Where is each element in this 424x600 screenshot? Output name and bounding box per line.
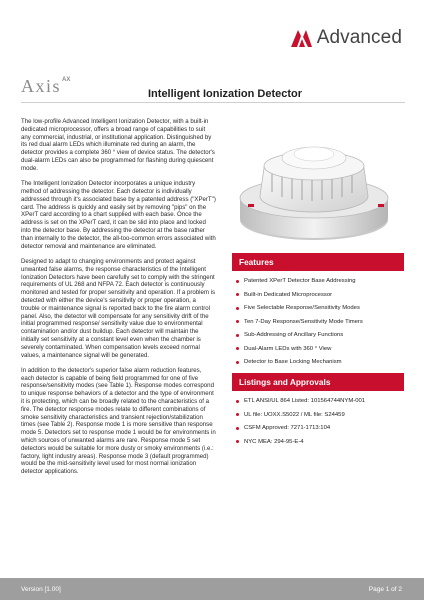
- advanced-logo-icon: [289, 28, 313, 48]
- bullet-icon: [236, 427, 239, 430]
- bullet-icon: [236, 307, 239, 310]
- list-item: [232, 422, 404, 436]
- listing-text: UL file: UOXX.S5022 / ML file: S24459: [244, 411, 345, 418]
- feature-text: Built-in Dedicated Microprocessor: [244, 291, 333, 298]
- body-paragraph-3: Designed to adapt to changing environments and protect against unwanted false alarms, the response characteristics of the Intelligent Ionization Detectors have been carefully set to comply with the stringent requirements of UL 268 and NFPA 72. Each detector is continuously monitored and tested for proper sensitivity and operation. If a problem is detected with either the device's sensitivity or proper operation, a trouble or maintenance signal is reported back to the fire alarm control panel. Also, the detector will compensate for any sensitivity drift of the initial programmed response/ sensitivity value due to environmental contamination and/or dust buildup. Each detector will maintain the initially set sensitivity at a constant level even when the chamber is severely contaminated. When compensation levels exceed normal values, a maintenance signal will be generated.: [21, 257, 216, 359]
- body-paragraph-2: The Intelligent Ionization Detector incorporates a unique industry method of addressing the detector. Each detector is individually addressed through it's associated base by a patented address ("XPerT") card. The address is quickly and easily set by removing "pips" on the XPerT card according to a chart supplied with each base. Once the address is set on the XPerT card, it can be slid into place and locked into the detector base. By addressing the detector at the base rather than internally to the detector, the all-too-common errors associated with detector removal and maintenance are eliminated.: [21, 180, 216, 250]
- feature-text: Five Selectable Response/Sensitivity Modes: [244, 305, 360, 311]
- body-paragraph-4: In addition to the detector's superior false alarm reduction features, each detector is capable of being field programmed for one of five response/sensitivity modes (see Table 1). Response modes correspond to unique response behaviors of a detector and the type of environment it is protecting, which can be broadly related to the characteristics of a fire. The detector response modes relate to different combinations of smoke sensitivity characteristics and transient rejection/stabilization times (see Table 2). Response mode 1 is more sensitive than response mode 5. Detectors set to response mode 1 would be for environments in which sources of unwanted alarms are rare. Response mode 5 set detectors would be suitable for more dusty or smoky environments (i.e.: factory, light industry areas). Response mode 3 (default programmed) would be the mid-sensitivity level used for most normal ionization detector applications.: [21, 366, 216, 476]
- features-list: [232, 271, 404, 383]
- list-item: [232, 289, 404, 303]
- page-title: Intelligent Ionization Detector: [148, 88, 303, 100]
- list-item: [232, 436, 404, 450]
- bullet-icon: [236, 361, 239, 364]
- feature-text: Sub-Addressing of Ancillary Functions: [244, 332, 344, 338]
- bullet-icon: [236, 440, 239, 443]
- listings-heading: Listings and Approvals: [232, 373, 404, 391]
- listing-text: CSFM Approved: 7271-1713:104: [244, 425, 331, 431]
- detector-product-image: [228, 128, 398, 250]
- bullet-icon: [236, 320, 239, 323]
- page-number: Page 1 of 2: [368, 586, 402, 593]
- product-line-name: Axis: [21, 76, 62, 96]
- listings-panel: [232, 373, 404, 449]
- brand-name: Advanced: [316, 27, 402, 48]
- list-item: [232, 409, 404, 423]
- list-item: [232, 395, 404, 409]
- feature-text: Detector to Base Locking Mechanism: [244, 359, 342, 365]
- listing-text: ETL ANSI/UL 864 Listed: 101564744NYM-001: [244, 398, 366, 404]
- product-line-logo: [21, 77, 70, 95]
- body-text: [21, 118, 216, 484]
- brand-logo: [289, 27, 402, 49]
- list-item: [232, 316, 404, 330]
- version-label: Version [1.00]: [21, 586, 61, 593]
- list-item: [232, 302, 404, 316]
- header-divider: [21, 102, 405, 103]
- bullet-icon: [236, 347, 239, 350]
- bullet-icon: [236, 400, 239, 403]
- feature-text: Ten 7-Day Response/Sensitivity Mode Timers: [244, 318, 363, 325]
- page-footer: [0, 578, 424, 600]
- list-item: [232, 343, 404, 357]
- feature-text: Dual-Alarm LEDs with 360 ° View: [244, 345, 332, 352]
- features-panel: [232, 253, 404, 383]
- feature-text: Patented XPerT Detector Base Addressing: [244, 278, 356, 284]
- listings-list: [232, 391, 404, 449]
- product-line-sup: AX: [62, 77, 71, 83]
- list-item: [232, 275, 404, 289]
- bullet-icon: [236, 293, 239, 296]
- body-paragraph-1: The low-profile Advanced Intelligent Ionization Detector, with a built-in dedicated microprocessor, offers a broad range of capabilities to suit any commercial, industrial, or institutional application. Distinguished by its red dual alarm LEDs which illuminate red during an alarm, the detector provides a complete 360 ° view of device status. The detector's dual-alarm LEDs can also be programmed for flashing during quiescent mode.: [21, 118, 215, 172]
- listing-text: NYC MEA: 294-95-E-4: [244, 438, 304, 445]
- list-item: [232, 329, 404, 343]
- bullet-icon: [236, 280, 239, 283]
- bullet-icon: [236, 413, 239, 416]
- features-heading: Features: [232, 253, 404, 271]
- bullet-icon: [236, 334, 239, 337]
- list-item: [232, 356, 404, 370]
